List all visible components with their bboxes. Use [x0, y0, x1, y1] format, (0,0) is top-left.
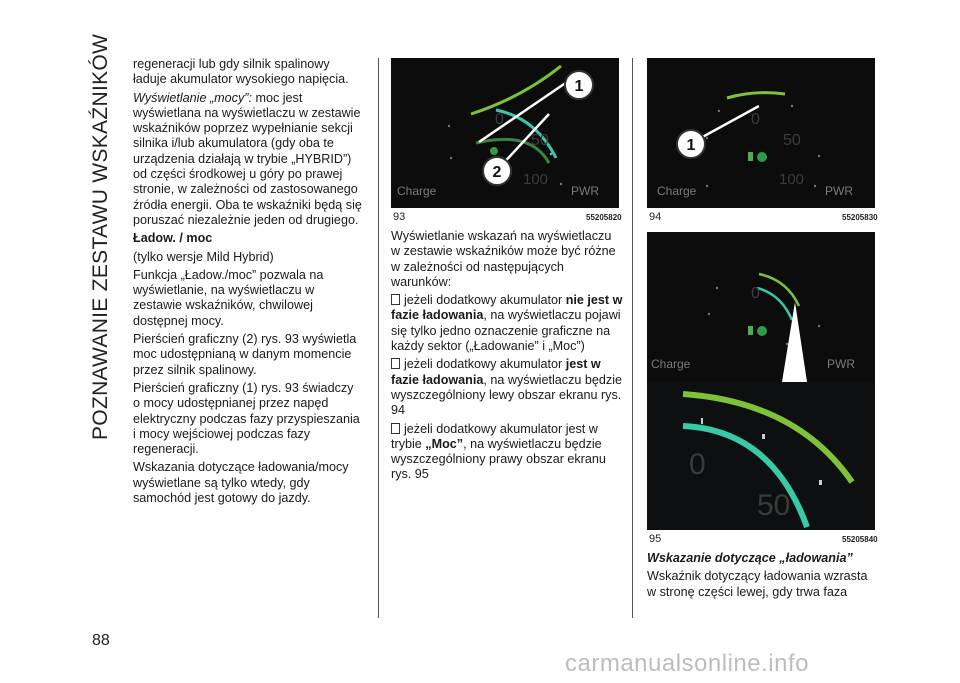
scale-value-0: 0	[751, 111, 760, 128]
checkbox-bullet-icon	[391, 294, 400, 305]
scale-value-100: 100	[779, 171, 805, 188]
paragraph: (tylko wersje Mild Hybrid)	[133, 249, 274, 264]
page-number: 88	[92, 632, 110, 649]
paragraph	[133, 91, 363, 229]
section-heading: Ładow. / moc	[133, 231, 213, 246]
inline-text: jeżeli dodatkowy akumulator	[404, 357, 566, 372]
text-column-2	[391, 229, 623, 486]
figure-code: 55205840	[842, 535, 878, 544]
figure-95-image-top	[647, 232, 875, 382]
inline-text: jeżeli dodatkowy akumulator jest w trybie	[391, 421, 598, 451]
inline-text: , na wyświetlaczu będzie wyszczególniony lewy obszar ekranu rys. 94	[391, 372, 622, 418]
power-ring-1	[471, 66, 561, 114]
watermark: carmanualsonline.info	[565, 650, 809, 677]
eco-icon	[757, 326, 767, 336]
paragraph: regeneracji lub gdy silnik spalinowy ładuje akumulator wysokiego napięcia.	[133, 57, 349, 87]
section-title: POZNAWANIE ZESTAWU WSKAŹNIKÓW	[89, 33, 112, 440]
column-divider	[632, 58, 633, 618]
inline-bold: „Moc”	[425, 436, 464, 451]
callout-line-1	[697, 106, 759, 140]
charge-label: Charge	[651, 357, 691, 371]
pwr-label: PWR	[827, 357, 855, 371]
callout-2: 2	[492, 164, 502, 181]
scale-value-0: 0	[689, 448, 706, 481]
charge-ring	[727, 93, 785, 98]
figure-number: 95	[649, 533, 662, 545]
figure-code: 55205830	[842, 213, 878, 222]
battery-icon	[748, 326, 753, 335]
paragraph: Funkcja „Ładow./moc” pozwala na wyświetlanie, na wyświetlaczu w zestawie wskaźników, chwilowej dostępnej mocy.	[133, 267, 324, 328]
figure-95-image-zoom	[647, 382, 875, 530]
pwr-label: PWR	[825, 184, 853, 198]
checkbox-bullet-icon	[391, 358, 400, 369]
column-divider	[378, 58, 379, 618]
battery-icon	[748, 152, 753, 161]
power-ring-1	[683, 394, 852, 482]
text-column-3	[647, 551, 879, 603]
inline-text: , na wyświetlaczu pojawi się tylko jedno oznaczenie graficzne na każdy sektor („Ładowanie” i „Moc”)	[391, 308, 621, 354]
inline-bold: nie jest w fazie ładowania	[391, 293, 623, 323]
inline-italic: Wyświetlanie „mocy”:	[133, 90, 252, 105]
figure-number: 93	[393, 211, 406, 223]
inline-text: , na wyświetlaczu będzie wyszczególniony prawy obszar ekranu rys. 95	[391, 436, 606, 482]
zoom-pointer	[782, 302, 807, 382]
bullet-item	[391, 293, 623, 354]
paragraph: Wskazania dotyczące ładowania/mocy wyświetlane są tylko wtedy, gdy samochód jest gotowy do jazdy.	[133, 460, 349, 506]
paragraph: Pierścień graficzny (2) rys. 93 wyświetla moc udostępnianą w danym momencie przez silnik spalinowy.	[133, 332, 357, 377]
scale-value-100: 100	[523, 171, 549, 188]
callout-1: 1	[686, 137, 696, 154]
paragraph: Wyświetlanie wskazań na wyświetlaczu w zestawie wskaźników może być różne w zależności od następujących warunków:	[391, 229, 616, 289]
scale-value-50: 50	[783, 132, 801, 149]
figure-code: 55205820	[586, 213, 622, 222]
scale-value-0: 0	[495, 111, 504, 128]
charge-label: Charge	[397, 184, 437, 198]
power-ring-2	[757, 288, 792, 320]
scale-value-50: 50	[531, 132, 549, 149]
inline-text: moc jest wyświetlana na wyświetlaczu w zestawie wskaźników poprzez wypełnianie sekcji silnika i/lub akumulatora (gdy oba te urządzenia działają w trybie „HYBRID”) od części środkowej u góry po prawej stronie, w zależności od zastosowanego źródła energii. Oba te wskaźniki będą się poruszać niezależnie jeden od drugiego.	[133, 90, 362, 227]
callout-1: 1	[574, 78, 584, 95]
scale-value-50: 50	[757, 489, 791, 522]
bullet-item	[391, 357, 623, 418]
paragraph: Pierścień graficzny (1) rys. 93 świadczy o mocy udostępnianej przez napęd elektryczny podczas fazy przyspieszania i mocy wejściowej podczas fazy regeneracji.	[133, 380, 360, 457]
text-column-1	[133, 57, 363, 509]
scale-value-0: 0	[751, 285, 760, 302]
charge-label: Charge	[657, 184, 697, 198]
subsection-heading: Wskazanie dotyczące „ładowania”	[647, 551, 853, 565]
figure-93-image	[391, 58, 619, 208]
bullet-item	[391, 422, 623, 483]
checkbox-bullet-icon	[391, 423, 400, 434]
pwr-label: PWR	[571, 184, 599, 198]
inline-bold: jest w fazie ładowania	[391, 357, 601, 387]
figure-number: 94	[649, 211, 662, 223]
inline-text: jeżeli dodatkowy akumulator	[404, 293, 566, 308]
figure-94-image	[647, 58, 875, 208]
eco-icon	[757, 152, 767, 162]
paragraph: Wskaźnik dotyczący ładowania wzrasta w stronę części lewej, gdy trwa faza	[647, 569, 868, 599]
